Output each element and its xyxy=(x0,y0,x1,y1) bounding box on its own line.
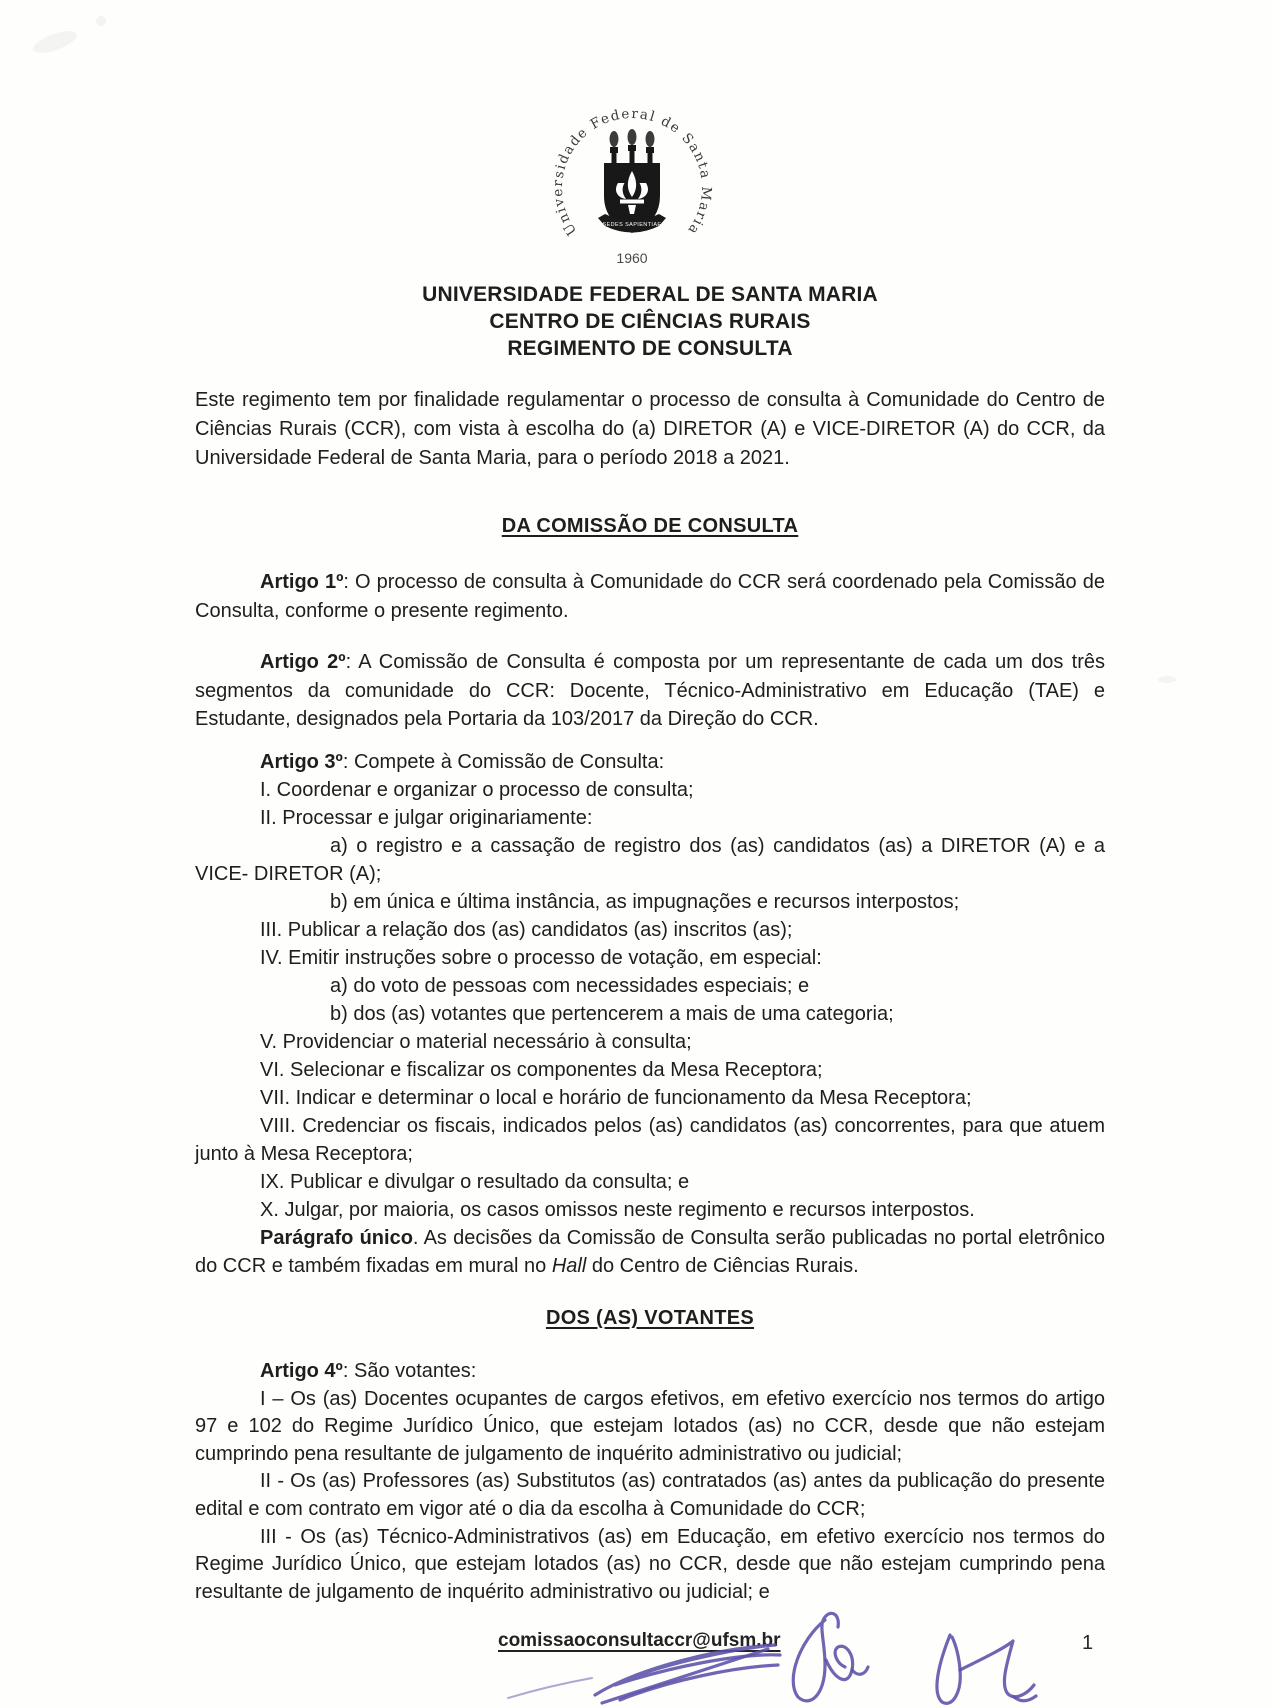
list-item: II. Processar e julgar originariamente: xyxy=(260,807,593,829)
article-3-label: Artigo 3º xyxy=(260,751,343,773)
section-heading-votantes: DOS (AS) VOTANTES xyxy=(545,1307,755,1329)
list-item: IX. Publicar e divulgar o resultado da consulta; e xyxy=(260,1171,690,1193)
list-subitem: b) dos (as) votantes que pertencerem a mais de uma categoria; xyxy=(330,1003,894,1025)
document-title xyxy=(195,281,1105,362)
signature xyxy=(793,1613,868,1701)
list-item: X. Julgar, por maioria, os casos omissos neste regimento e recursos interpostos. xyxy=(260,1199,975,1221)
list-subitem: a) o registro e a cassação de registro dos (as) candidatos (as) a DIRETOR (A) e a VICE- DIRETOR (A); xyxy=(195,835,1105,885)
list-item: III - Os (as) Técnico-Administrativos (as) em Educação, em efetivo exercício nos termos do Regime Jurídico Único, que estejam lotados (as) no CCR, desde que não estejam cumprindo pena resultante de julgamento de inquérito administrativo ou judicial; e xyxy=(195,1525,1105,1603)
article-3-text: : Compete à Comissão de Consulta: xyxy=(342,751,665,773)
article-1-paragraph xyxy=(195,568,1105,625)
article-4-text: : São votantes: xyxy=(342,1360,477,1382)
sole-paragraph-label: Parágrafo único xyxy=(260,1227,413,1249)
university-crest-logo xyxy=(512,100,752,270)
scan-smudge xyxy=(96,16,106,26)
title-line-university: UNIVERSIDADE FEDERAL DE SANTA MARIA xyxy=(422,283,878,306)
list-item: V. Providenciar o material necessário à consulta; xyxy=(260,1031,692,1053)
article-1-text: : O processo de consulta à Comunidade do CCR será coordenado pela Comissão de Consulta, conforme o presente regimento. xyxy=(195,571,1105,622)
list-item: I – Os (as) Docentes ocupantes de cargos efetivos, em efetivo exercício nos termos do artigo 97 e 102 do Regime Jurídico Único, que estejam lotados (as) no CCR, desde que não estejam cumprindo pena resultante de julgamento de inquérito administrativo ou judicial; xyxy=(195,1387,1105,1465)
article-4-label: Artigo 4º xyxy=(260,1360,343,1382)
article-2-text: : A Comissão de Consulta é composta por um representante de cada um dos três segmentos da comunidade do CCR: Docente, Técnico-Administrativo em Educação (TAE) e Estudante, designados pela Portaria da 103/2017 da Direção do CCR. xyxy=(195,651,1105,730)
article-3-paragraph xyxy=(195,748,1105,776)
sole-paragraph-italic: Hall xyxy=(551,1255,587,1277)
article-2-paragraph xyxy=(195,648,1105,734)
banner-text: SEDES SAPIENTIAE xyxy=(602,222,662,228)
scan-smudge xyxy=(1158,676,1176,683)
list-subitem: b) em única e última instância, as impugnações e recursos interpostos; xyxy=(330,891,960,913)
founding-year: 1960 xyxy=(616,250,648,266)
signature xyxy=(508,1645,780,1703)
article-1-label: Artigo 1º xyxy=(260,571,344,593)
list-item: IV. Emitir instruções sobre o processo de votação, em especial: xyxy=(260,947,822,969)
list-subitem: a) do voto de pessoas com necessidades especiais; e xyxy=(330,975,810,997)
title-line-center: CENTRO DE CIÊNCIAS RURAIS xyxy=(489,310,811,333)
signature xyxy=(937,1635,1036,1703)
article-2-label: Artigo 2º xyxy=(260,651,346,673)
committee-email: comissaoconsultaccr@ufsm.br xyxy=(498,1630,781,1651)
list-item: VII. Indicar e determinar o local e horário de funcionamento da Mesa Receptora; xyxy=(260,1087,972,1109)
article-4-paragraph xyxy=(195,1358,1105,1386)
list-item: I. Coordenar e organizar o processo de consulta; xyxy=(260,779,694,801)
sole-paragraph-text: . As decisões da Comissão de Consulta serão publicadas no portal eletrônico do CCR e também fixadas em mural no xyxy=(195,1227,1105,1277)
list-item: II - Os (as) Professores (as) Substitutos (as) contratados (as) antes da publicação do presente edital e com contrato em vigor até o dia da escolha à Comunidade do CCR; xyxy=(195,1470,1105,1520)
signatures xyxy=(480,1545,1080,1708)
list-item: VI. Selecionar e fiscalizar os componentes da Mesa Receptora; xyxy=(260,1059,823,1081)
sole-paragraph-text-end: do Centro de Ciências Rurais. xyxy=(586,1255,859,1277)
section-heading-comissao: DA COMISSÃO DE CONSULTA xyxy=(501,515,799,537)
list-item: III. Publicar a relação dos (as) candidatos (as) inscritos (as); xyxy=(260,919,793,941)
intro-paragraph: Este regimento tem por finalidade regulamentar o processo de consulta à Comunidade do Centro de Ciências Rurais (CCR), com vista à escolha do (a) DIRETOR (A) e VICE-DIRETOR (A) do CCR, da Universidade Federal de Santa Maria, para o período 2018 a 2021. xyxy=(195,389,1105,469)
torch-icon xyxy=(610,129,655,165)
scan-smudge xyxy=(31,27,80,58)
sole-paragraph xyxy=(195,1224,1105,1280)
list-item: VIII. Credenciar os fiscais, indicados pelos (as) candidatos (as) concorrentes, para que atuem junto à Mesa Receptora; xyxy=(195,1115,1105,1165)
title-line-regiment: REGIMENTO DE CONSULTA xyxy=(507,337,793,360)
article-3-block xyxy=(195,748,1105,1280)
logo-circular-text: Universidade Federal de Santa Maria xyxy=(549,105,715,239)
page-number: 1 xyxy=(1082,1632,1094,1654)
